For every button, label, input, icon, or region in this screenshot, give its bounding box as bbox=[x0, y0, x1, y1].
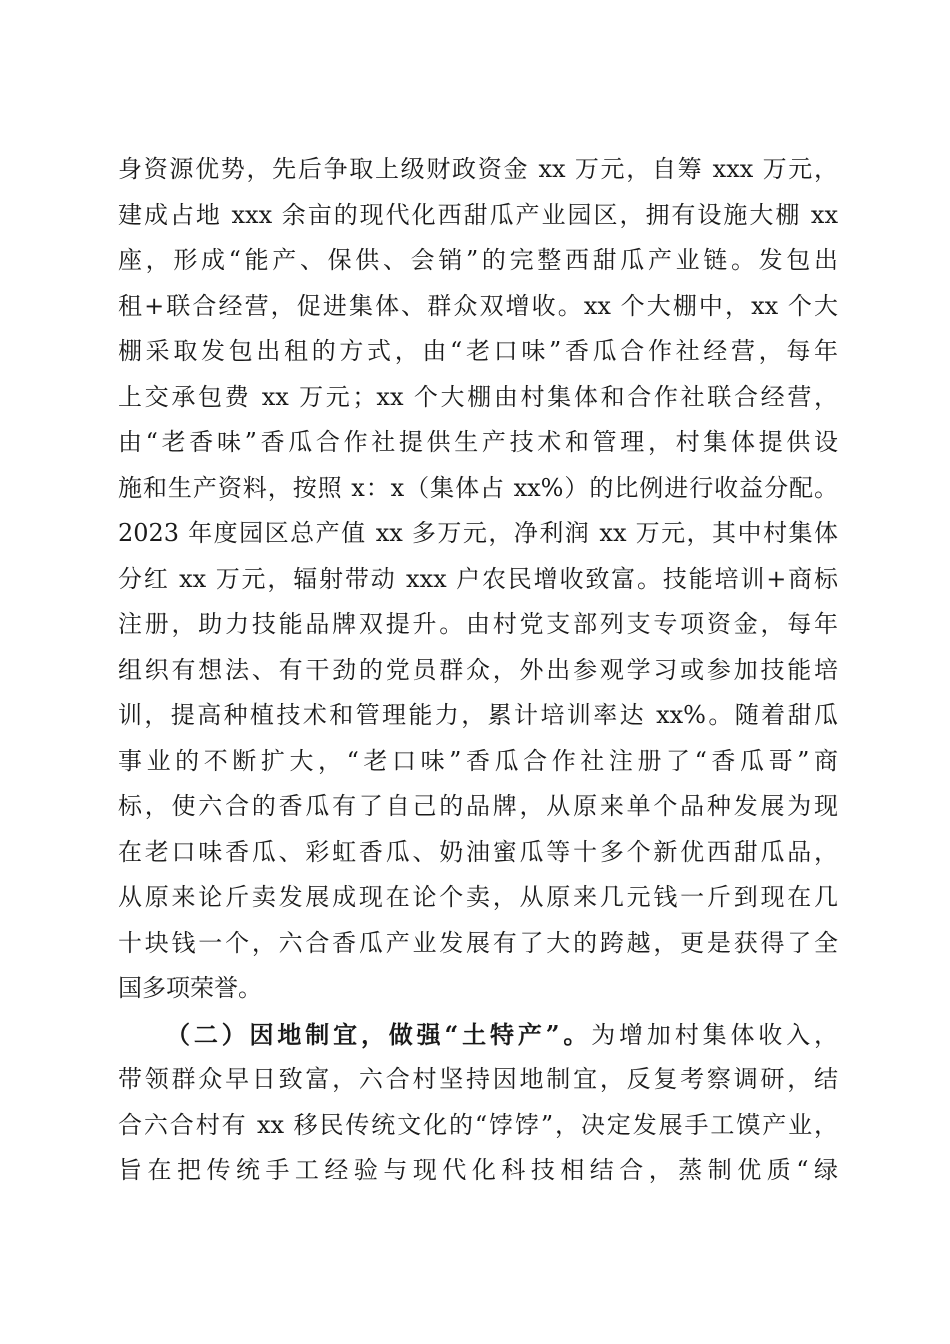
paragraph1-line: 由“老香味”香瓜合作社提供生产技术和管理，村集体提供设 bbox=[118, 428, 838, 456]
paragraph1-line: 标，使六合的香瓜有了自己的品牌，从原来单个品种发展为现 bbox=[118, 792, 838, 820]
body-text bbox=[118, 147, 838, 1194]
paragraph1-line: 座，形成“能产、保供、会销”的完整西甜瓜产业链。发包出 bbox=[118, 246, 838, 274]
paragraph1-line: 从原来论斤卖发展成现在论个卖，从原来几元钱一斤到现在几 bbox=[118, 883, 838, 911]
paragraph1-line: 分红 xx 万元，辐射带动 xxx 户农民增收致富。技能培训+商标 bbox=[118, 564, 838, 593]
paragraph1-line: 注册，助力技能品牌双提升。由村党支部列支专项资金，每年 bbox=[118, 610, 838, 638]
paragraph1-line: 2023 年度园区总产值 xx 多万元，净利润 xx 万元，其中村集体 bbox=[118, 519, 838, 547]
paragraph2-first-line bbox=[118, 1012, 838, 1058]
paragraph1-line: 组织有想法、有干劲的党员群众，外出参观学习或参加技能培 bbox=[118, 655, 838, 684]
paragraph2-line: 旨在把传统手工经验与现代化科技相结合，蒸制优质“绿 bbox=[118, 1156, 838, 1184]
paragraph1-line: 施和生产资料，按照 x：x（集体占 xx%）的比例进行收益分配。 bbox=[118, 473, 838, 502]
paragraph1-line: 事业的不断扩大，“老口味”香瓜合作社注册了“香瓜哥”商 bbox=[118, 746, 838, 775]
paragraph1-line: 租+联合经营，促进集体、群众双增收。xx 个大棚中，xx 个大 bbox=[118, 291, 838, 320]
paragraph2-first-line-text: 为增加村集体收入， bbox=[591, 1020, 838, 1049]
paragraph1-line: 训，提高种植技术和管理能力，累计培训率达 xx%。随着甜瓜 bbox=[118, 701, 838, 729]
paragraph2-line: 带领群众早日致富，六合村坚持因地制宜，反复考察调研，结 bbox=[118, 1065, 838, 1093]
paragraph1-line: 棚采取发包出租的方式，由“老口味”香瓜合作社经营，每年 bbox=[118, 337, 838, 365]
paragraph1-line: 上交承包费 xx 万元；xx 个大棚由村集体和合作社联合经营， bbox=[118, 382, 838, 411]
section-heading: （二）因地制宜，做强“土特产”。 bbox=[166, 1019, 592, 1049]
paragraph1-line: 建成占地 xxx 余亩的现代化西甜瓜产业园区，拥有设施大棚 xx bbox=[118, 200, 838, 229]
paragraph2-line: 合六合村有 xx 移民传统文化的“饽饽”，决定发展手工馍产业， bbox=[118, 1110, 838, 1139]
paragraph1-line: 身资源优势，先后争取上级财政资金 xx 万元，自筹 xxx 万元， bbox=[118, 155, 838, 183]
paragraph1-line: 十块钱一个，六合香瓜产业发展有了大的跨越，更是获得了全 bbox=[118, 928, 838, 957]
paragraph1-line: 国多项荣誉。 bbox=[118, 974, 262, 1002]
paragraph1-line: 在老口味香瓜、彩虹香瓜、奶油蜜瓜等十多个新优西甜瓜品， bbox=[118, 837, 838, 866]
